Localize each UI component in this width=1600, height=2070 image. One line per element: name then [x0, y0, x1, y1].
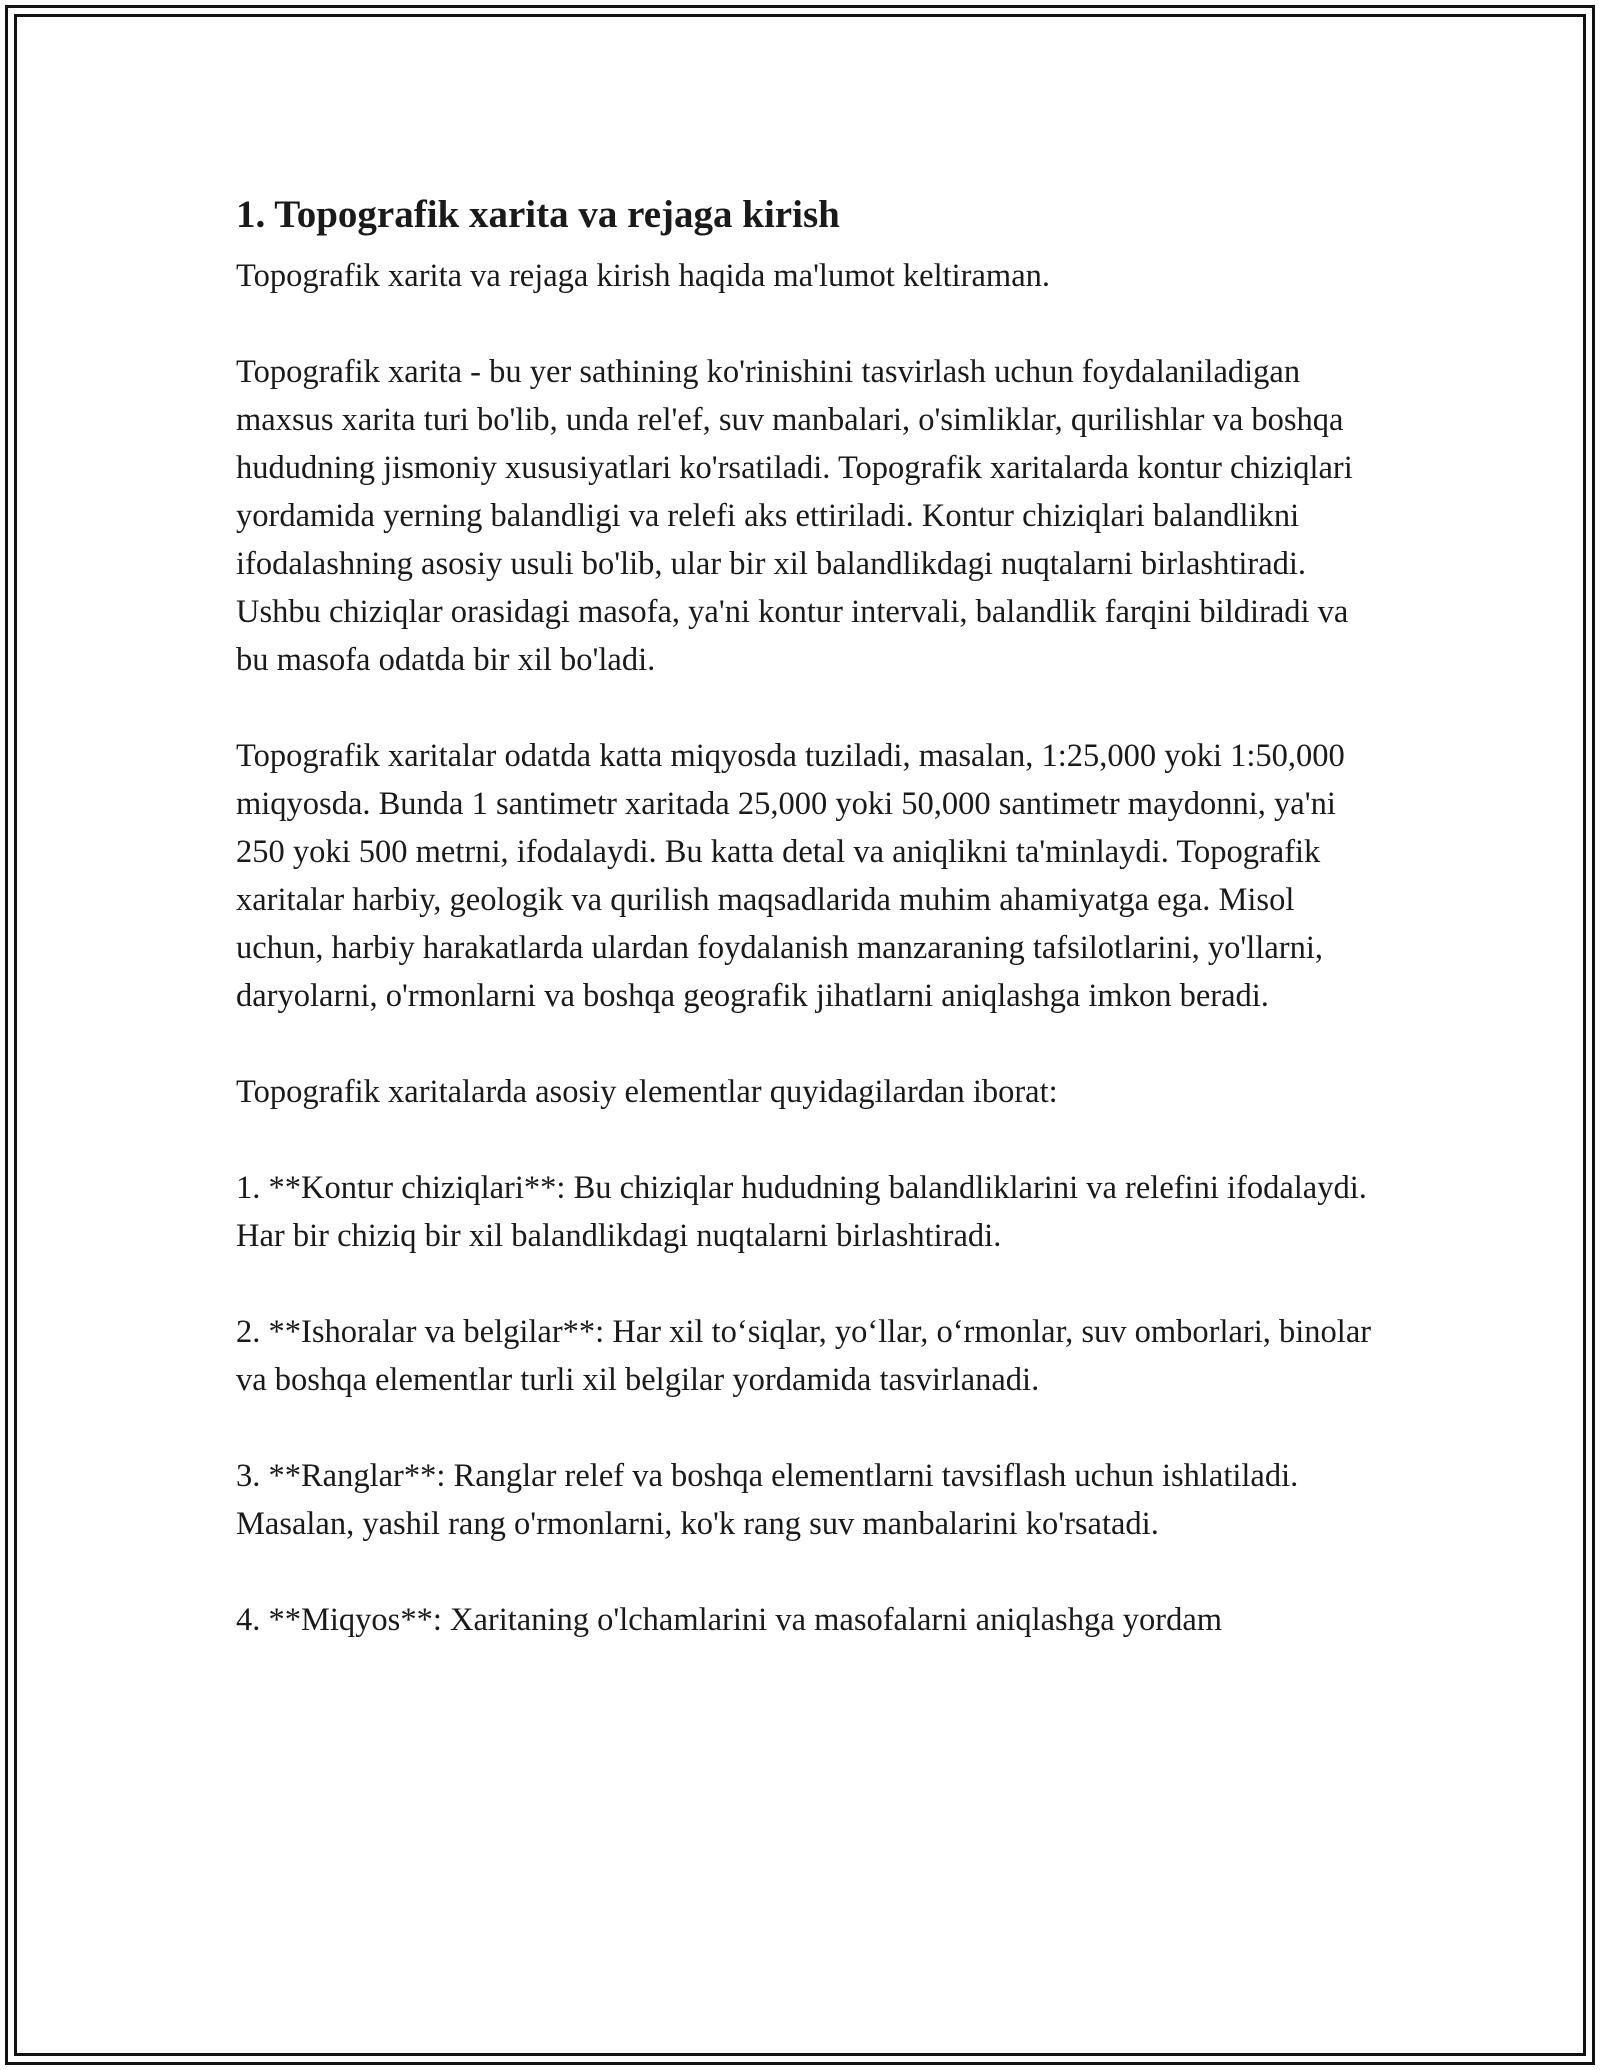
list-item-colors: 3. **Ranglar**: Ranglar relef va boshqa elementlarni tavsiflash uchun ishlatiladi. Masalan, yashil rang o'rmonlarni, ko'k rang suv manbalarini ko'rsatadi. — [236, 1458, 1299, 1542]
list-item-contour-lines: 1. **Kontur chiziqlari**: Bu chiziqlar hududning balandliklarini va relefini ifodalaydi. Har bir chiziq bir xil balandlikdagi nuqtalarni birlashtiradi. — [236, 1170, 1367, 1254]
intro-paragraph: Topografik xarita va rejaga kirish haqida ma'lumot keltiraman. — [236, 258, 1050, 294]
section-heading: 1. Topografik xarita va rejaga kirish — [236, 193, 840, 236]
definition-paragraph: Topografik xarita - bu yer sathining ko'rinishini tasvirlash uchun foydalaniladigan maxsus xarita turi bo'lib, unda rel'ef, suv manbalari, o'simliklar, qurilishlar va boshqa hududning jismoniy xususiyatlari ko'rsatiladi. Topografik xaritalarda kontur chiziqlari yordamida yerning balandligi va relefi aks ettiriladi. Kontur chiziqlari balandlikni ifodalashning asosiy usuli bo'lib, ular bir xil balandlikdagi nuqtalarni birlashtiradi. Ushbu chiziqlar orasidagi masofa, ya'ni kontur intervali, balandlik farqini bildiradi va bu masofa odatda bir xil bo'ladi. — [236, 354, 1353, 678]
elements-intro-paragraph: Topografik xaritalarda asosiy elementlar quyidagilardan iborat: — [236, 1074, 1058, 1110]
document-body — [236, 180, 1386, 1692]
scale-paragraph: Topografik xaritalar odatda katta miqyosda tuziladi, masalan, 1:25,000 yoki 1:50,000 miqyosda. Bunda 1 santimetr xaritada 25,000 yoki 50,000 santimetr maydonni, ya'ni 250 yoki 500 metrni, ifodalaydi. Bu katta detal va aniqlikni ta'minlaydi. Topografik xaritalar harbiy, geologik va qurilish maqsadlarida muhim ahamiyatga ega. Misol uchun, harbiy harakatlarda ulardan foydalanish manzaraning tafsilotlarini, yo'llarni, daryolarni, o'rmonlarni va boshqa geografik jihatlarni aniqlashga imkon beradi. — [236, 738, 1345, 1014]
list-item-symbols: 2. **Ishoralar va belgilar**: Har xil to‘siqlar, yo‘llar, o‘rmonlar, suv omborlari, binolar va boshqa elementlar turli xil belgilar yordamida tasvirlanadi. — [236, 1314, 1372, 1398]
list-item-scale: 4. **Miqyos**: Xaritaning o'lchamlarini va masofalarni aniqlashga yordam — [236, 1602, 1223, 1638]
